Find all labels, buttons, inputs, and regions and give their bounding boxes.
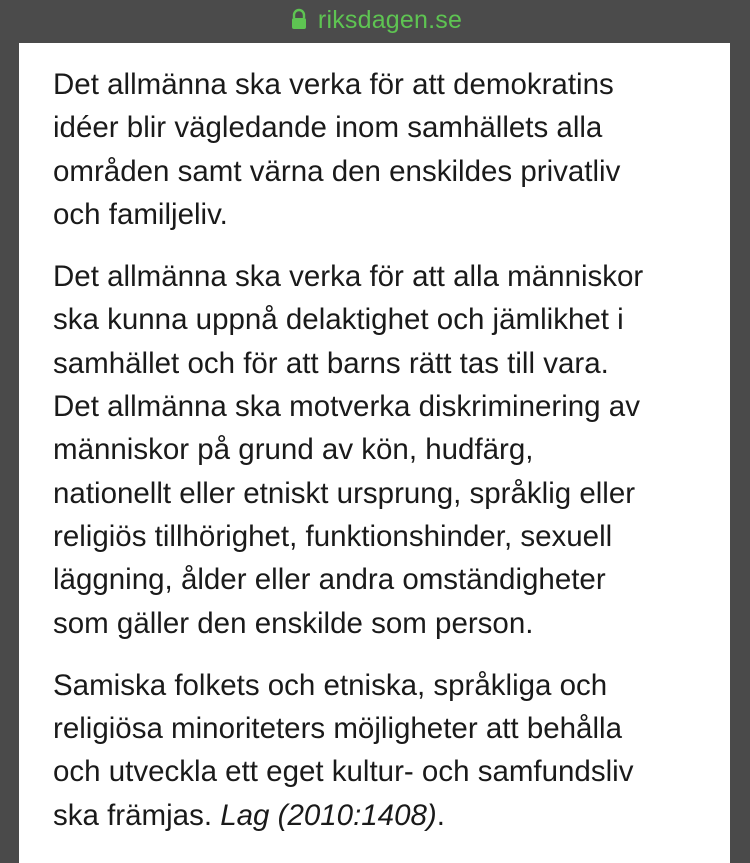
text-segment: .	[436, 798, 445, 832]
paragraph-3	[53, 664, 723, 837]
text-line: Det allmänna ska verka för att demokratins	[53, 68, 614, 101]
paragraph-2	[53, 255, 723, 645]
text-line-last	[53, 794, 723, 837]
text-line: Samiska folkets och etniska, språkliga och	[53, 668, 608, 702]
text-line: Det allmänna ska verka för att alla människor	[53, 260, 644, 294]
text-line: och utveckla ett eget kultur- och samfundsliv	[53, 755, 634, 789]
text-line: nationellt eller etniskt ursprung, språklig eller	[53, 476, 636, 510]
url-domain: riksdagen.se	[317, 5, 463, 34]
address-bar[interactable]	[0, 0, 750, 40]
text-line: Det allmänna ska motverka diskriminering av	[53, 390, 640, 424]
text-segment: ska främjas.	[53, 798, 221, 832]
paragraph-1	[53, 63, 723, 236]
page-content	[19, 43, 730, 863]
text-line: läggning, ålder eller andra omständigheter	[53, 563, 606, 597]
lock-icon	[288, 8, 310, 30]
law-reference: Lag (2010:1408)	[220, 798, 437, 832]
text-line: religiösa minoriteters möjligheter att behålla	[53, 712, 622, 746]
text-line: religiös tillhörighet, funktionshinder, sexuell	[53, 519, 613, 553]
article-body	[53, 63, 723, 856]
text-line: idéer blir vägledande inom samhällets alla	[53, 111, 603, 145]
text-line: ska kunna uppnå delaktighet och jämlikhet i	[53, 303, 624, 337]
text-line: och familjeliv.	[53, 197, 228, 231]
text-line: områden samt värna den enskildes privatliv	[53, 154, 621, 188]
text-line: som gäller den enskilde som person.	[53, 606, 534, 640]
text-line: människor på grund av kön, hudfärg,	[53, 433, 534, 467]
text-line: samhället och för att barns rätt tas till vara.	[53, 346, 609, 380]
